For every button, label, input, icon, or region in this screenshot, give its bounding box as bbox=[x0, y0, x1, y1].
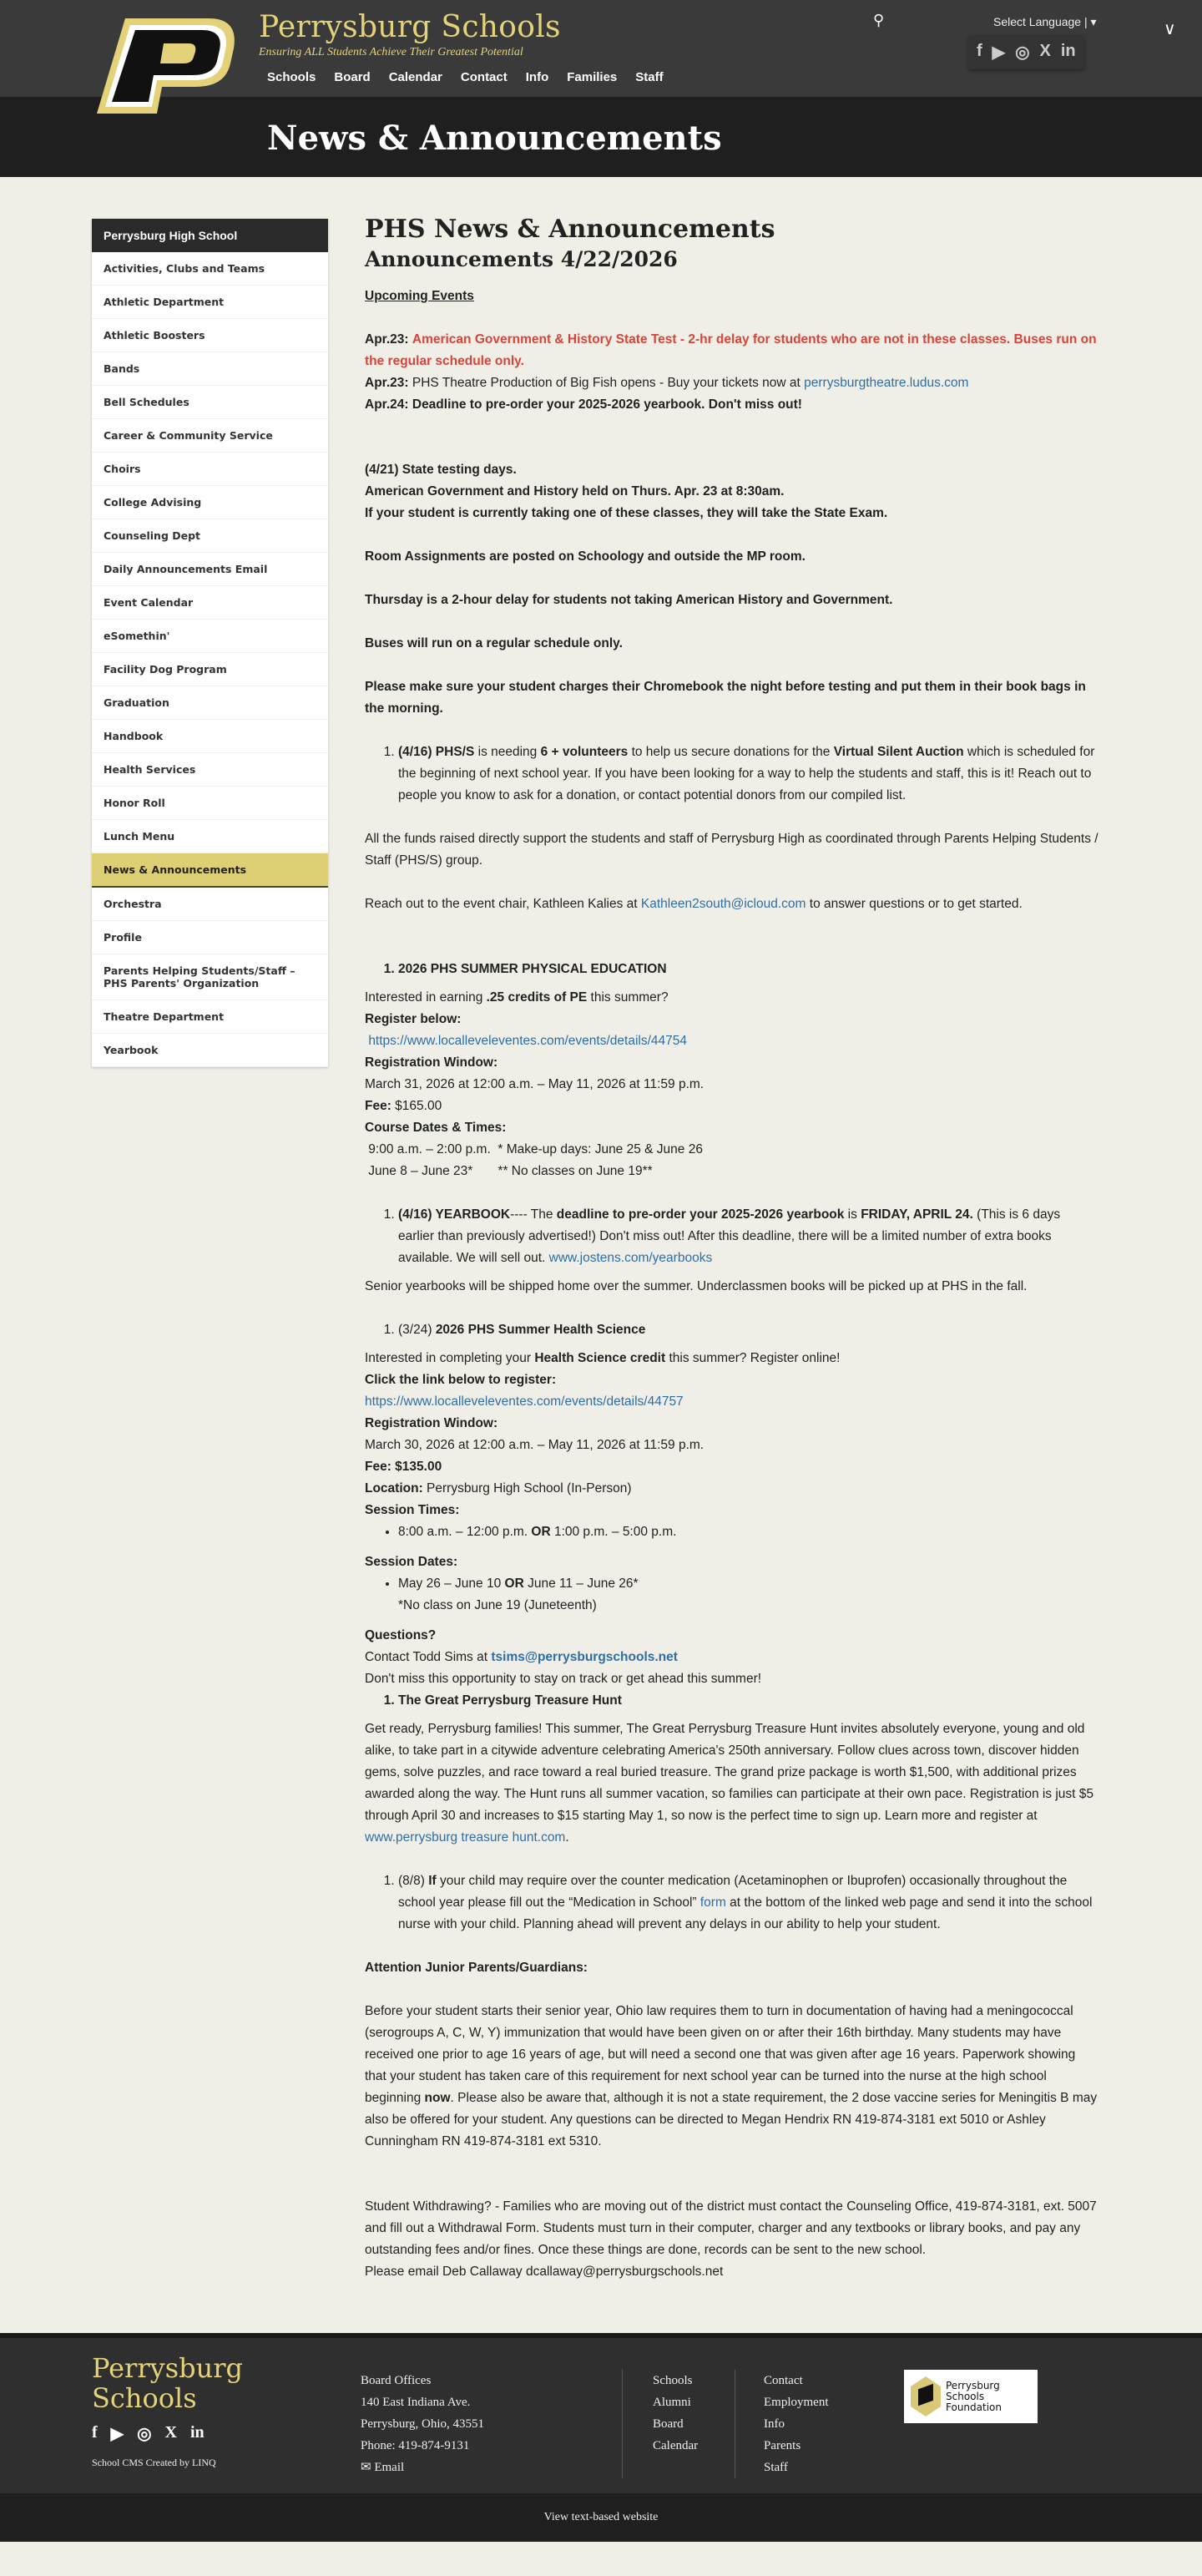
facebook-icon[interactable]: f bbox=[977, 42, 982, 60]
x-icon[interactable]: X bbox=[164, 2423, 177, 2442]
sidebar-item-activities[interactable]: Activities, Clubs and Teams bbox=[92, 252, 328, 286]
footer-link-schools[interactable]: Schools bbox=[653, 2374, 693, 2387]
content-title: PHS News & Announcements bbox=[365, 215, 775, 244]
text-version-bar bbox=[0, 2493, 1202, 2542]
kathleen-email-link[interactable]: Kathleen2south@icloud.com bbox=[640, 897, 806, 911]
sidebar-item-news[interactable]: News & Announcements bbox=[92, 853, 328, 888]
footer-email-link[interactable]: ✉ Email bbox=[361, 2461, 405, 2474]
nav-calendar[interactable]: Calendar bbox=[388, 70, 442, 84]
nav-families[interactable]: Families bbox=[567, 70, 618, 84]
envelope-icon: ✉ bbox=[361, 2461, 371, 2474]
footer-social-links bbox=[92, 2423, 205, 2444]
medication-form-link[interactable]: form bbox=[699, 1895, 726, 1910]
footer-links-1 bbox=[653, 2370, 698, 2457]
sidebar-heading[interactable]: Perrysburg High School bbox=[92, 219, 328, 252]
event-item: Apr.23: American Government & History State Test - 2-hr delay for students who are not in these classes. Buses run on the regular schedule only. bbox=[365, 332, 1097, 368]
sidebar-item-bell-schedules[interactable]: Bell Schedules bbox=[92, 386, 328, 419]
sidebar bbox=[92, 219, 328, 1067]
sidebar-item-bands[interactable]: Bands bbox=[92, 352, 328, 386]
event-item: Apr.23: PHS Theatre Production of Big Fish opens - Buy your tickets now at perrysburgtheatre.ludus.com bbox=[365, 376, 969, 390]
footer-link-parents[interactable]: Parents bbox=[764, 2439, 801, 2452]
sidebar-item-esomethin[interactable]: eSomethin' bbox=[92, 620, 328, 653]
sidebar-item-parents-helping[interactable]: Parents Helping Students/Staff – PHS Parents' Organization bbox=[92, 954, 328, 1000]
sidebar-item-graduation[interactable]: Graduation bbox=[92, 686, 328, 720]
nav-schools[interactable]: Schools bbox=[267, 70, 316, 84]
announcements-date-heading: Announcements 4/22/2026 bbox=[365, 247, 678, 271]
footer-brand[interactable]: Perrysburg Schools bbox=[92, 2352, 243, 2414]
search-icon[interactable]: ⚲ bbox=[873, 12, 885, 28]
instagram-icon[interactable]: ◎ bbox=[137, 2425, 152, 2443]
theatre-tickets-link[interactable]: perrysburgtheatre.ludus.com bbox=[804, 376, 969, 390]
linkedin-icon[interactable]: in bbox=[1060, 42, 1076, 60]
withdraw-email: Please email Deb Callaway dcallaway@perrysburgschools.net bbox=[365, 2265, 724, 2279]
sidebar-item-health-services[interactable]: Health Services bbox=[92, 753, 328, 787]
health-science-announcement: 1. (3/24) 2026 PHS Summer Health Science bbox=[365, 1319, 1099, 1341]
junior-heading: Attention Junior Parents/Guardians: bbox=[365, 1961, 588, 1975]
schools-foundation-logo[interactable]: Perrysburg Schools Foundation bbox=[904, 2370, 1038, 2423]
site-footer bbox=[0, 2333, 1202, 2493]
sidebar-item-choirs[interactable]: Choirs bbox=[92, 453, 328, 486]
medication-announcement: 1. (8/8) If your child may require over the counter medication (Acetaminophen or Ibuprofen) occasionally throughout the school year please fill out the “Medication in School” form at the bottom of the linked web page and send it into the school nurse with your child. Planning ahead will prevent any delays in our ability to help your student. bbox=[365, 1870, 1099, 1936]
footer-address: Board Offices 140 East Indiana Ave. Perrysburg, Ohio, 43551 Phone: 419-874-9131 ✉ Email bbox=[361, 2370, 484, 2478]
x-icon[interactable]: X bbox=[1039, 42, 1051, 60]
cms-credit[interactable]: School CMS Created by LINQ bbox=[92, 2457, 216, 2468]
brand-name: Perrysburg Schools bbox=[259, 10, 561, 44]
auction-funds-text: All the funds raised directly support the students and staff of Perrysburg High as coordinated through Parents Helping Students / Staff (PHS/S) group. bbox=[365, 832, 1098, 868]
page-title: News & Announcements bbox=[267, 119, 722, 158]
upcoming-events bbox=[365, 329, 1099, 416]
footer-link-info[interactable]: Info bbox=[764, 2417, 785, 2431]
event-item: Apr.24: Deadline to pre-order your 2025-2026 yearbook. Don't miss out! bbox=[365, 397, 802, 412]
sidebar-item-athletic-boosters[interactable]: Athletic Boosters bbox=[92, 319, 328, 352]
treasure-hunt-announcement: 1. The Great Perrysburg Treasure Hunt bbox=[365, 1690, 1099, 1712]
sidebar-item-profile[interactable]: Profile bbox=[92, 921, 328, 954]
sidebar-item-handbook[interactable]: Handbook bbox=[92, 720, 328, 753]
nav-staff[interactable]: Staff bbox=[635, 70, 664, 84]
tsims-email-link[interactable]: tsims@perrysburgschools.net bbox=[491, 1650, 678, 1664]
brand-tagline: Ensuring ALL Students Achieve Their Greatest Potential bbox=[259, 46, 523, 58]
auction-announcement: 1. (4/16) PHS/S is needing 6 + volunteers to help us secure donations for the Virtual Silent Auction which is scheduled for the beginning of next school year. If you have been looking for a way to help the students and staff, this is it! Reach out to people you know to ask for a donation, or contact potential donors from our compiled list. bbox=[365, 741, 1099, 807]
chevron-down-icon[interactable]: ∨ bbox=[1164, 20, 1176, 38]
sidebar-item-career[interactable]: Career & Community Service bbox=[92, 419, 328, 453]
text-version-link[interactable]: View text-based website bbox=[543, 2511, 659, 2523]
jostens-link[interactable]: www.jostens.com/yearbooks bbox=[548, 1251, 713, 1265]
auction-contact: Reach out to the event chair, Kathleen Kalies at Kathleen2south@icloud.com to answer questions or to get started. bbox=[365, 897, 1023, 911]
content-wrap bbox=[0, 177, 1202, 2333]
sidebar-item-event-calendar[interactable]: Event Calendar bbox=[92, 586, 328, 620]
divider bbox=[622, 2370, 623, 2478]
sidebar-item-facility-dog[interactable]: Facility Dog Program bbox=[92, 653, 328, 686]
upcoming-events-heading: Upcoming Events bbox=[365, 289, 474, 303]
nav-contact[interactable]: Contact bbox=[460, 70, 508, 84]
state-testing-block: (4/21) State testing days. American Government and History held on Thurs. Apr. 23 at 8:30am. If your student is currently taking one of these classes, they will take the State Exam. Room Assignments are posted on Schoology and outside the MP room. Thursday is a 2-hour delay for students not taking American History and Government. Buses will run on a regular schedule only. Please make sure your student charges their Chromebook the night before testing and put them in their book bags in the morning. bbox=[365, 463, 1086, 716]
perrysburg-p-logo[interactable] bbox=[92, 15, 240, 117]
sidebar-item-counseling[interactable]: Counseling Dept bbox=[92, 519, 328, 553]
youtube-icon[interactable]: ▶ bbox=[992, 43, 1006, 62]
nav-info[interactable]: Info bbox=[525, 70, 549, 84]
footer-link-employment[interactable]: Employment bbox=[764, 2396, 829, 2409]
sidebar-item-athletic-department[interactable]: Athletic Department bbox=[92, 286, 328, 319]
instagram-icon[interactable]: ◎ bbox=[1015, 43, 1030, 62]
footer-link-staff[interactable]: Staff bbox=[764, 2461, 788, 2474]
footer-link-contact[interactable]: Contact bbox=[764, 2374, 803, 2387]
nav-board[interactable]: Board bbox=[334, 70, 371, 84]
sidebar-item-theatre[interactable]: Theatre Department bbox=[92, 1000, 328, 1034]
sidebar-item-lunch-menu[interactable]: Lunch Menu bbox=[92, 820, 328, 853]
sidebar-item-yearbook[interactable]: Yearbook bbox=[92, 1034, 328, 1067]
withdraw-body: Student Withdrawing? - Families who are moving out of the district must contact the Counseling Office, 419-874-3181, ext. 5007 and fill out a Withdrawal Form. Students must turn in their computer, charger and any textbooks or library books, and pay any outstanding fees and/or fines. Once these things are done, records can be sent to the new school. bbox=[365, 2199, 1097, 2257]
top-bar bbox=[0, 0, 1202, 97]
site-header bbox=[0, 0, 1202, 177]
language-select[interactable]: Select Language | ▾ bbox=[993, 15, 1097, 28]
brand[interactable] bbox=[259, 10, 561, 59]
footer-link-alumni[interactable]: Alumni bbox=[653, 2396, 691, 2409]
footer-links-2 bbox=[764, 2370, 829, 2478]
main-nav bbox=[267, 70, 664, 84]
footer-link-board[interactable]: Board bbox=[653, 2417, 684, 2431]
sidebar-item-daily-email[interactable]: Daily Announcements Email bbox=[92, 553, 328, 586]
footer-link-calendar[interactable]: Calendar bbox=[653, 2439, 699, 2452]
yearbook-announcement: 1. (4/16) YEARBOOK---- The deadline to pre-order your 2025-2026 yearbook is FRIDAY, APRIL 24. (This is 6 days earlier than previously advertised!) Don't miss out! After this deadline, there will be a limited number of extra books available. We will sell out. www.jostens.com/yearbooks bbox=[365, 1204, 1099, 1269]
youtube-icon[interactable]: ▶ bbox=[110, 2425, 124, 2443]
pe-registration-link[interactable]: https://www.localleveleventes.com/events/details/44754 bbox=[368, 1034, 687, 1048]
sidebar-item-college-advising[interactable]: College Advising bbox=[92, 486, 328, 519]
main-content: PHS News & Announcements Announcements 4/22/2026 Upcoming Events Apr.23: American Government & History State Test - 2-hr delay for students who are not in these classes. Buses run on the regular schedule only. Apr.23: PHS Theatre Production of Big Fish opens - Buy your tickets now at perrysburgtheatre.ludus.com Apr.24: Deadline to pre-order your 2025-2026 yearbook. Don't miss out! (4/21) State testing days. American Government and History held on Thurs. Apr. 23 at 8:30am. If your student is currently taking one of these classes, they will take the State Exam. Room Assignments are posted on Schoology and outside the MP room. Thursday is a 2-hour delay for students not taking American History and Government. Buses will run on a regular schedule only. Please make sure your student charges their Chromebook the night before testing and put them in their book bags in the morning. 1. (4/16) PHS/S is needing 6 + volunteers to help us secure donations for the Virtual Silent Auction which is scheduled for the beginning of next school year. If you have been looking for a way to help the students and staff, this is it! Reach out to people you know to ask for a donation, or contact potential donors from our compiled list. All the funds raised directly support the students and staff of Perrysburg High as coordinated through Parents Helping Students / Staff (PHS/S) group. Reach out to the event chair, Kathleen Kalies at Kathleen2south@icloud.com to answer questions or to get started. 1. 2026 PHS SUMMER PHYSICAL EDUCATION Interested in earning .25 credits of PE this summer? Register below: https://www.localleveleventes.com/events/details/44754 Registration Window: March 31, 2026 at 12:00 a.m. – May 11, 2026 at 11:59 p.m. Fee: $165.00 Course Dates & Times: 9:00 a.m. – 2:00 p.m. * Make-up days: June 25 & June 26 June 8 – June 23* ** No classes on June 19** 1. (4/16) YEARBOOK---- The deadline to pre-order your 2025-2026 yearbook is FRIDAY, APRIL 24. (This is 6 days earlier than previously advertised!) Don't miss out! After this deadline, there will be a limited number of extra books available. We will sell out. www.jostens.com/yearbooks Senior yearbooks will be shipped home over the summer. Underclassmen books will be picked up at PHS in the fall. 1. (3/24) 2026 PHS Summer Health Science Interested in completing your Health Science credit this summer? Register online! Click the link below to register: https://www.localleveleventes.com/events/details/44757 Registration Window: March 30, 2026 at 12:00 a.m. – May 11, 2026 at 11:59 p.m. Fee: $135.00 Location: Perrysburg High School (In-Person) Session Times: • 8:00 a.m. – 12:00 p.m. OR 1:00 p.m. – 5:00 p.m. Session Dates: • May 26 – June 10 OR June 11 – June 26* *No class on June 19 (Juneteenth) Questions? Contact Todd Sims at tsims@perrysburgschools.net Don't miss this opportunity to stay on track or get ahead this summer! 1. The Great Perrysburg Treasure Hunt Get ready, Perrysburg families! This summer, The Great Perrysburg Treasure Hunt invites absolutely everyone, young and old alike, to take part in a citywide adventure celebrating America's 250th anniversary. Follow clues across town, discover hidden gems, solve puzzles, and race toward a real buried treasure. The grand prize package is worth $1,500, with additional prizes awarded along the way. The Hunt runs all summer vacation, so families can participate at their own pace. Registration is just $5 through April 30 and increases to $15 starting May 1, so now is the perfect time to sign up. Learn more and register at www.perrysburg treasure hunt.com. 1. (8/8) If your child may require over the counter medication (Acetaminophen or Ibuprofen) occasionally throughout the school year please fill out the “Medication in School” form at the bottom of the linked web page and send it into the school nurse with your child. Planning ahead will prevent any delays in our ability to help your student. Attention Junior Parents/Guardians: Before your student starts their senior year, Ohio law requires them to turn in documentation of having had a meningococcal (serogroups A, C, W, Y) immunization that would have been given on or after their 16th birthday. Many students may have received one prior to age 16 years of age, but will need a second one that was given after age 16 years. Paperwork showing that your student has taken care of this requirement for next school year can be turned into the nurse at the high school beginning now. Please also be aware that, although it is not a state requirement, the 2 dose vaccine series for Meningitis B may also be offered for your student. Any questions can be directed to Megan Hendrix RN 419-874-3181 ext 5010 or Ashley Cunningham RN 419-874-3181 ext 5310. Student Withdrawing? - Families who are moving out of the district must contact the Counseling Office, 419-874-3181, ext. 5007 and fill out a Withdrawal Form. Students must turn in their computer, charger and any textbooks or library books, and pay any outstanding fees and/or fines. Once these things are done, records can be sent to the new school. Please email Deb Callaway dcallaway@perrysburgschools.net bbox=[365, 219, 1099, 2283]
sidebar-item-honor-roll[interactable]: Honor Roll bbox=[92, 787, 328, 820]
sidebar-item-orchestra[interactable]: Orchestra bbox=[92, 888, 328, 921]
pe-announcement: 1. 2026 PHS SUMMER PHYSICAL EDUCATION bbox=[365, 959, 1099, 980]
foundation-mark-icon bbox=[911, 2376, 941, 2417]
health-registration-link[interactable]: https://www.localleveleventes.com/events/details/44757 bbox=[365, 1394, 684, 1409]
junior-body: Before your student starts their senior year, Ohio law requires them to turn in documentation of having had a meningococcal (serogroups A, C, W, Y) immunization that would have been given on or after their 16th birthday. Many students may have received one prior to age 16 years of age, but will need a second one that was given after age 16 years. Paperwork showing that your student has taken care of this requirement for next school year can be turned into the nurse at the high school beginning now. Please also be aware that, although it is not a state requirement, the 2 dose vaccine series for Meningitis B may also be offered for your student. Any questions can be directed to Megan Hendrix RN 419-874-3181 ext 5010 or Ashley Cunningham RN 419-874-3181 ext 5310. bbox=[365, 2004, 1098, 2148]
facebook-icon[interactable]: f bbox=[92, 2423, 98, 2442]
linkedin-icon[interactable]: in bbox=[189, 2423, 205, 2442]
treasure-hunt-link[interactable]: www.perrysburg treasure hunt.com bbox=[365, 1830, 566, 1845]
social-links bbox=[968, 35, 1084, 69]
